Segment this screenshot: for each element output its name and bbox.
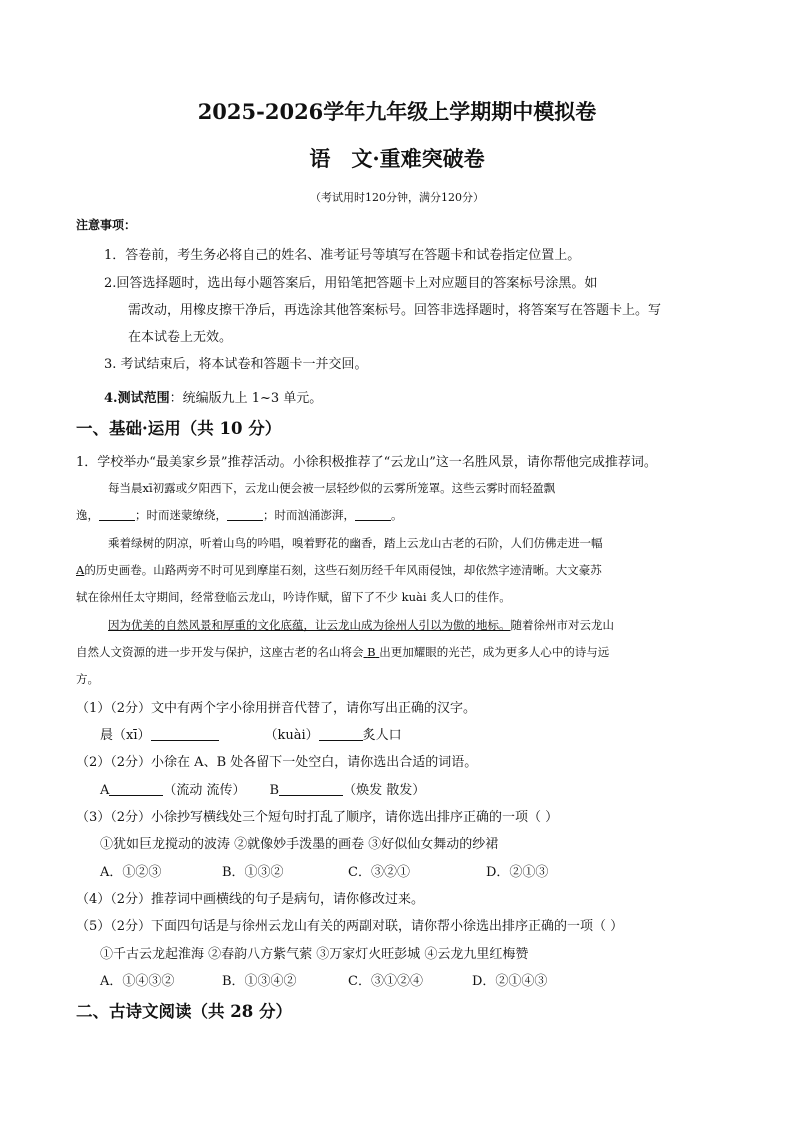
- passage-p1-line-2: 逸， ；时而迷蒙缭绕， ；时而汹涌澎湃， 。: [76, 508, 403, 522]
- question-1-intro: 1．学校举办“最美家乡景”推荐活动。小徐积极推荐了“云龙山”这一名胜风景，请你帮他完成推荐词。: [76, 455, 657, 470]
- question-1-4: （4）（2分）推荐词中画横线的句子是病句，请你修改过来。: [76, 892, 425, 907]
- passage-p3-line-3: 方。: [76, 672, 99, 686]
- question-1-2: （2）（2分）小徐在 A、B 处各留下一处空白，请你选出合适的词语。: [76, 755, 478, 770]
- question-1-5-choice-b[interactable]: B．①③④②: [222, 974, 297, 989]
- question-1-1-answers: 晨（xī） （kuài） 炙人口: [100, 728, 402, 743]
- notice-item-3: 3. 考试结束后，将本试卷和答题卡一并交回。: [104, 357, 368, 372]
- question-1-3-choice-a[interactable]: A．①②③: [100, 865, 162, 880]
- notice-item-2-line-1: 2.回答选择题时，选出每小题答案后，用铅笔把答题卡上对应题目的答案标号涂黑。如: [104, 276, 598, 291]
- question-1-5-choice-c[interactable]: C．③①②④: [348, 974, 423, 989]
- passage-p1-line-1: 每当晨xī初露或夕阳西下，云龙山便会被一层轻纱似的云雾所笼罩。这些云雾时而轻盈飘: [108, 481, 556, 495]
- notice-item-1: 1．答卷前，考生务必将自己的姓名、准考证号等填写在答题卡和试卷指定位置上。: [104, 248, 581, 263]
- question-1-5-choice-d[interactable]: D．②①④③: [472, 974, 548, 989]
- blank-a-marker: A: [76, 563, 85, 577]
- question-1-3: （3）（2分）小徐抄写横线处三个短句时打乱了顺序，请你选出排序正确的一项（ ）: [76, 810, 559, 825]
- passage-p3-line-2: 自然人文资源的进一步开发与保护，这座古老的名山将会 B 出更加耀眼的光芒，成为更多人心中的诗与远: [76, 645, 610, 659]
- question-1-5-items: ①千古云龙起淮海 ②春韵八方紫气萦 ③万家灯火旺彭城 ④云龙九里红梅赞: [100, 947, 529, 962]
- question-1-3-items: ①犹如巨龙搅动的波涛 ②就像妙手泼墨的画卷 ③好似仙女舞动的纱裙: [100, 837, 499, 852]
- blank-2: [227, 507, 263, 521]
- answer-blank-a[interactable]: [109, 782, 163, 796]
- exam-subtitle: 语 文·重难突破卷: [309, 146, 485, 171]
- blank-b-marker: B: [367, 645, 376, 659]
- notice-item-2-line-3: 在本试卷上无效。: [128, 330, 233, 345]
- test-range-text: ：统编版九上 1~3 单元。: [169, 391, 323, 406]
- underlined-sentence: 因为优美的自然风景和厚重的文化底蕴，让云龙山成为徐州人引以为傲的地标。: [108, 618, 511, 632]
- exam-title: 2025-2026学年九年级上学期期中模拟卷: [197, 99, 597, 124]
- blank-1: [99, 507, 135, 521]
- passage-p3-line-1: 因为优美的自然风景和厚重的文化底蕴，让云龙山成为徐州人引以为傲的地标。随着徐州市对云龙山: [108, 618, 614, 632]
- question-1-5: （5）（2分）下面四句话是与徐州云龙山有关的两副对联，请你帮小徐选出排序正确的一项（ ）: [76, 919, 624, 934]
- exam-time-score: （考试用时120分钟，满分120分）: [310, 191, 484, 204]
- question-1-3-choice-b[interactable]: B．①③②: [222, 865, 284, 880]
- answer-blank-b[interactable]: [279, 782, 343, 796]
- question-1-1: （1）（2分）文中有两个字小徐用拼音代替了，请你写出正确的汉字。: [76, 701, 477, 716]
- passage-p2-line-2: A的历史画卷。山路两旁不时可见到摩崖石刻，这些石刻历经千年风雨侵蚀，却依然字迹清晰。大文豪苏: [76, 563, 602, 577]
- question-1-3-choice-d[interactable]: D．②①③: [486, 865, 549, 880]
- notice-item-4: [104, 387, 322, 406]
- answer-blank-xi[interactable]: [151, 727, 219, 741]
- section-2-heading: 二、古诗文阅读（共 28 分）: [76, 1002, 292, 1021]
- blank-3: [355, 507, 391, 521]
- test-range-label: 4.测试范围: [104, 391, 170, 406]
- section-1-heading: 一、基础·运用（共 10 分）: [76, 419, 282, 438]
- question-1-5-choice-a[interactable]: A．①④③②: [100, 974, 175, 989]
- question-1-2-answers: A （流动 流传） B （焕发 散发）: [100, 783, 426, 798]
- notice-heading: 注意事项：: [76, 218, 137, 232]
- notice-item-2-line-2: 需改动，用橡皮擦干净后，再选涂其他答案标号。回答非选择题时，将答案写在答题卡上。写: [128, 303, 662, 318]
- answer-blank-kuai[interactable]: [319, 727, 363, 741]
- question-1-3-choice-c[interactable]: C．③②①: [348, 865, 410, 880]
- passage-p2-line-3: 轼在徐州任太守期间，经常登临云龙山，吟诗作赋，留下了不少 kuài 炙人口的佳作。: [76, 590, 511, 604]
- passage-p2-line-1: 乘着绿树的阴凉，听着山鸟的吟唱，嗅着野花的幽香，踏上云龙山古老的石阶，人们仿佛走进一幅: [108, 536, 603, 550]
